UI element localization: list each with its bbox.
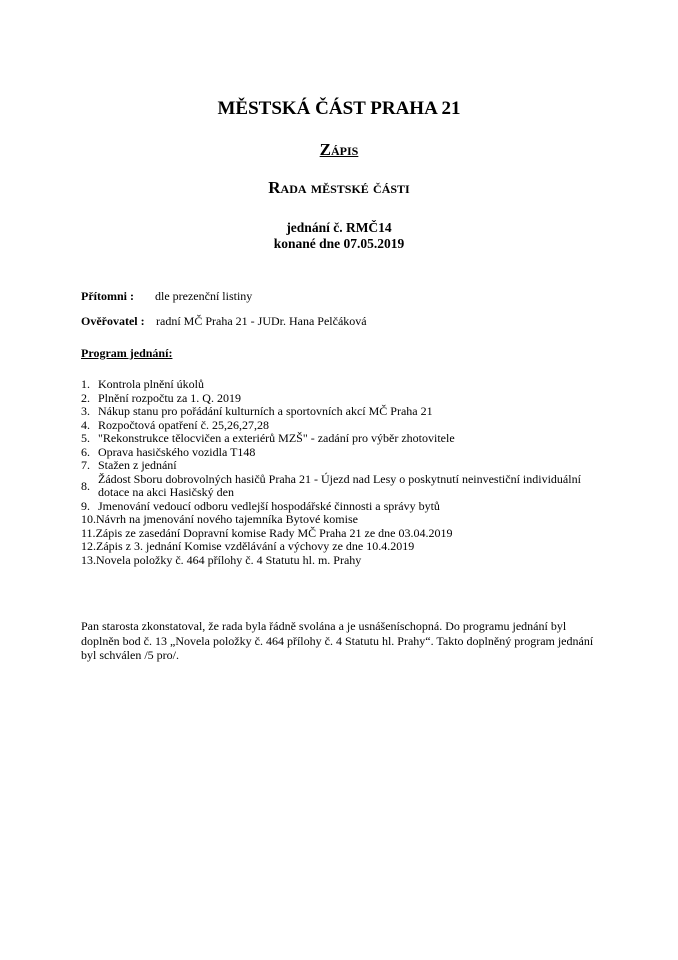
item-text: Stažen z jednání [98,458,177,472]
program-item [81,540,601,554]
item-text: Zápis ze zasedání Dopravní komise Rady MČ Praha 21 ze dne 03.04.2019 [95,525,453,540]
meeting-number: jednání č. RMČ14 [286,220,392,235]
program-item [81,459,601,473]
item-number: 2. [81,390,90,405]
item-text: Kontrola plnění úkolů [98,377,204,391]
item-number: 3. [81,404,90,418]
present-label: Přítomni : [81,289,134,303]
item-text: Oprava hasičského vozidla T148 [98,444,256,459]
item-number: 1. [81,377,90,391]
item-number: 12. [81,539,96,553]
program-item [81,554,601,568]
item-number: 4. [81,417,90,432]
item-text: Novela položky č. 464 přílohy č. 4 Statutu hl. m. Prahy [96,552,362,567]
item-number: 10. [81,512,96,526]
item-text: Plnění rozpočtu za 1. Q. 2019 [98,390,241,405]
item-number: 8. [81,478,90,493]
doc-type-text: Zápis [319,140,359,159]
program-list [81,378,601,567]
item-text: Návrh na jmenování nového tajemníka Bytové komise [96,512,358,526]
item-number: 7. [81,458,90,472]
item-number: 11. [81,525,96,540]
program-item [81,513,601,527]
program-item [81,392,601,406]
program-title: Program jednání: [81,346,173,360]
program-item [81,378,601,392]
item-number: 9. [81,498,90,513]
item-text: Zápis z 3. jednání Komise vzdělávání a výchovy ze dne 10.4.2019 [96,539,415,553]
verifier-row [81,314,367,329]
item-text: Rozpočtová opatření č. 25,26,27,28 [98,417,269,432]
item-number: 5. [81,431,90,445]
program-item [81,419,601,433]
verifier-label: Ověřovatel : [81,314,145,328]
item-number: 6. [81,444,90,459]
item-number: 13. [81,552,96,567]
meeting-date: konané dne 07.05.2019 [273,236,405,251]
body-name-heading: Rada městské části [268,178,410,197]
program-item [81,446,601,460]
program-item [81,473,601,500]
verifier-value: radní MČ Praha 21 - JUDr. Hana Pelčáková [156,314,367,328]
doc-type-heading [0,140,678,160]
program-item [81,432,601,446]
present-row [81,289,252,304]
program-item [81,500,601,514]
org-heading: MĚSTSKÁ ČÁST PRAHA 21 [217,98,461,119]
statement-paragraph: Pan starosta zkonstatoval, že rada byla řádně svolána a je usnášeníschopná. Do programu jednání byl doplněn bod č. 13 „Novela položky č. 464 přílohy č. 4 Statutu hl. Prahy“. Takto doplněný program jednání byl schválen /5 pro/. [81,619,594,662]
item-text: Jmenování vedoucí odboru vedlejší hospodářské činnosti a správy bytů [98,498,440,513]
item-text: Žádost Sboru dobrovolných hasičů Praha 21 - Újezd nad Lesy o poskytnutí neinvestiční individuální dotace na akci Hasičský den [98,471,581,499]
item-text: Nákup stanu pro pořádání kulturních a sportovních akcí MČ Praha 21 [98,404,433,418]
program-item [81,405,601,419]
present-value: dle prezenční listiny [155,289,253,303]
program-item [81,527,601,541]
item-text: "Rekonstrukce tělocvičen a exteriérů MZŠ" - zadání pro výběr zhotovitele [98,431,455,445]
